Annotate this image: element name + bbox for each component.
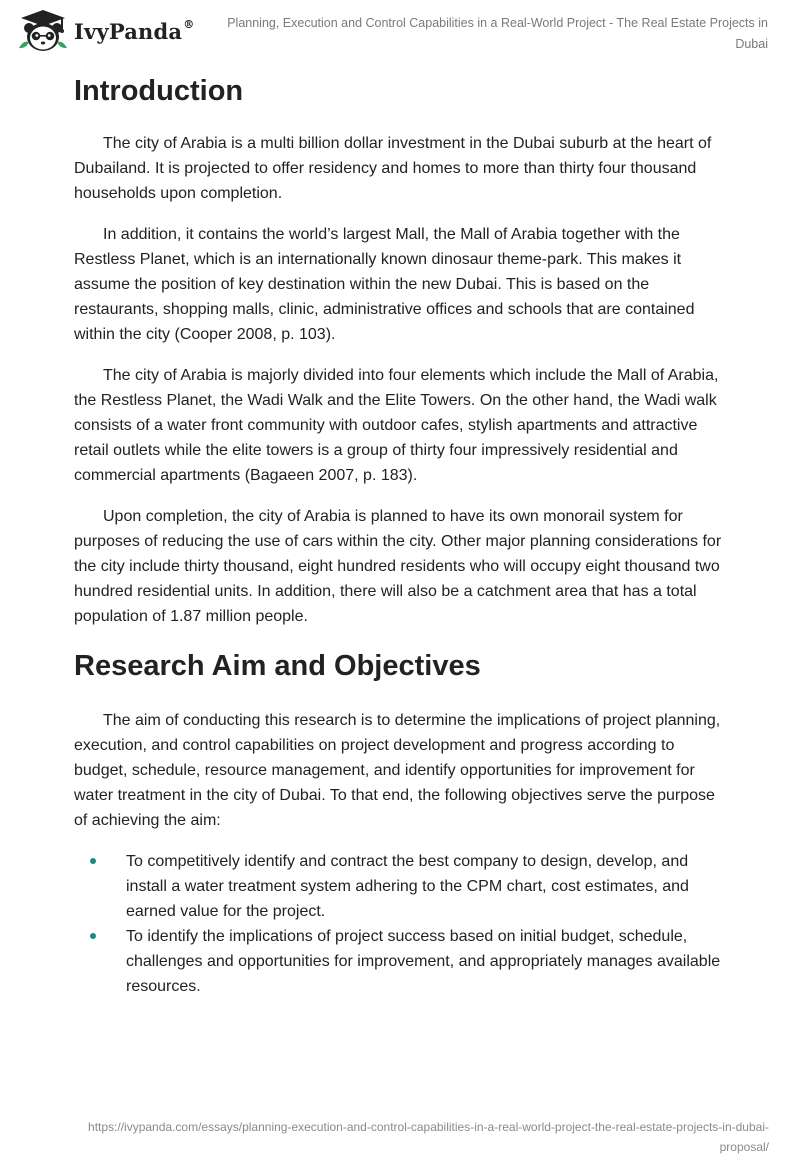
page-header [0,0,800,60]
introduction-heading: Introduction [74,75,244,107]
bullet-icon [90,933,96,939]
document-title: Planning, Execution and Control Capabilities in a Real-World Project - The Real Estate Projects in Dubai [227,16,768,51]
objectives-list [74,849,730,999]
list-item [74,924,730,999]
ivypanda-logo[interactable] [16,8,194,54]
list-item [74,849,730,924]
bullet-icon [90,858,96,864]
intro-paragraph: The city of Arabia is majorly divided into four elements which include the Mall of Arabia, the Restless Planet, the Wadi Walk and the Elite Towers. On the other hand, the Wadi walk consists of a water front community with outdoor cafes, stylish apartments and attractive retail outlets while the elite towers is a group of thirty four impressively residential and commercial apartments (Bagaeen 2007, p. 183). [74,367,719,484]
panda-graduate-icon [16,8,70,54]
aim-paragraph: The aim of conducting this research is to determine the implications of project planning, execution, and control capabilities on project development and progress according to budget, schedule, resource management, and identify opportunities for improvement for water treatment in the city of Dubai. To that end, the following objectives serve the purpose of achieving the aim: [74,712,721,829]
intro-paragraph: In addition, it contains the world’s largest Mall, the Mall of Arabia together with the Restless Planet, which is an internationally known dinosaur theme-park. This makes it assume the position of key destination within the new Dubai. This is based on the restaurants, shopping malls, clinic, administrative offices and schools that are contained within the city (Cooper 2008, p. 103). [74,226,695,343]
research-aim-heading: Research Aim and Objectives [74,650,481,682]
objective-text: To identify the implications of project success based on initial budget, schedule, challenges and opportunities for improvement, and appropriately manages available resources. [126,928,721,995]
essay-content [74,74,730,999]
registered-mark: ® [183,17,195,31]
intro-paragraph: Upon completion, the city of Arabia is planned to have its own monorail system for purposes of reducing the use of cars within the city. Other major planning considerations for the city include thirty thousand, eight hundred residents who will occupy eight thousand two hundred residential units. In addition, there will also be a catchment area that has a total population of 1.87 million people. [74,508,722,625]
source-url[interactable]: https://ivypanda.com/essays/planning-execution-and-control-capabilities-in-a-real-world-project-the-real-estate-projects-in-dubai-proposal/ [88,1120,769,1154]
intro-paragraph: The city of Arabia is a multi billion dollar investment in the Dubai suburb at the heart of Dubailand. It is projected to offer residency and homes to more than thirty four thousand households upon completion. [74,135,712,202]
objective-text: To competitively identify and contract the best company to design, develop, and install a water treatment system adhering to the CPM chart, cost estimates, and earned value for the project. [126,853,689,920]
logo-text: IvyPanda® [74,17,195,44]
